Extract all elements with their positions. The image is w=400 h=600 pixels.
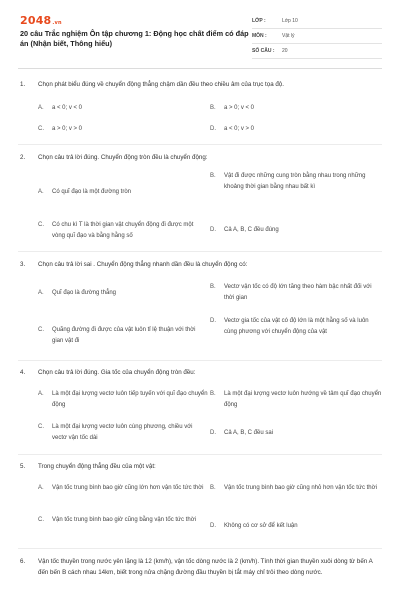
question-number: 3.	[20, 261, 26, 268]
option-b[interactable]	[210, 483, 382, 494]
option-text: Vectơ gia tốc của vật có độ lớn là một hằng số và luôn cùng phương với chuyển động của vật	[224, 318, 369, 335]
option-letter: D.	[210, 126, 216, 132]
question-5	[20, 461, 384, 529]
option-b[interactable]	[210, 389, 382, 410]
option-letter: B.	[210, 173, 216, 179]
meta-value: 20	[282, 48, 288, 54]
question-text: Chọn phát biểu đúng về chuyển động thẳng chậm dần đều theo chiều âm của trục tọa độ.	[38, 81, 284, 88]
option-a[interactable]	[38, 483, 208, 494]
option-c[interactable]	[38, 515, 208, 526]
question-text: Chọn câu trả lời sai . Chuyển động thẳng nhanh dần đều là chuyển động có:	[38, 261, 248, 268]
meta-row-class	[252, 14, 382, 29]
option-d[interactable]	[210, 316, 382, 337]
option-letter: B.	[210, 391, 216, 397]
question-number: 2.	[20, 154, 26, 161]
option-d[interactable]	[210, 428, 382, 439]
option-text: Cả A, B, C đều đúng	[224, 227, 279, 233]
option-text: Là một đại lượng vectơ luôn cùng phương, chiều với vectơ vận tốc dài	[52, 424, 193, 441]
meta-row-count	[252, 44, 382, 59]
option-text: Là một đại lượng vectơ luôn hướng về tâm quĩ đạo chuyển động	[224, 391, 382, 408]
option-letter: C.	[38, 424, 44, 430]
option-text: Là một đại lượng vectơ luôn tiếp tuyến với quĩ đạo chuyển động	[52, 391, 208, 408]
option-a[interactable]	[38, 389, 208, 410]
question-separator	[18, 548, 382, 549]
question-6	[20, 556, 384, 578]
option-letter: D.	[210, 523, 216, 529]
question-text: Chọn câu trả lời đúng. Gia tốc của chuyển động tròn đều:	[38, 369, 196, 376]
question-4	[20, 367, 384, 441]
option-text: Vận tốc trung bình bao giờ cũng nhỏ hơn vận tốc tức thời	[224, 485, 377, 491]
option-text: Vận tốc trung bình bao giờ cũng bằng vận tốc tức thời	[52, 517, 196, 523]
option-c[interactable]	[38, 220, 208, 241]
question-2	[20, 152, 384, 239]
option-c[interactable]	[38, 124, 198, 135]
option-letter: D.	[210, 430, 216, 436]
option-a[interactable]	[38, 103, 198, 114]
option-d[interactable]	[210, 124, 380, 135]
question-separator	[18, 144, 382, 145]
option-letter: C.	[38, 517, 44, 523]
option-b[interactable]	[210, 171, 382, 192]
option-text: a < 0; v > 0	[224, 126, 255, 132]
option-text: Không có cơ sở để kết luận	[224, 523, 298, 529]
option-text: Quãng đường đi được của vật luôn tỉ lệ thuận với thời gian vật đi	[52, 327, 196, 344]
option-d[interactable]	[210, 225, 382, 236]
meta-table	[252, 14, 382, 59]
option-text: Vận tốc trung bình bao giờ cũng lớn hơn vận tốc tức thời	[52, 485, 204, 491]
option-a[interactable]	[38, 187, 203, 198]
option-a[interactable]	[38, 288, 203, 299]
meta-value: Lớp 10	[282, 18, 298, 24]
question-text: Vận tốc thuyền trong nước yên lặng là 12 (km/h), vận tốc dòng nước là 2 (km/h). Tính thời gian thuyền xuôi dòng từ bến A đến bến B cách nhau 14km, biết trong nửa chặng đường đầu thuyền bị tắt máy chỉ trôi theo dòng nước.	[38, 558, 373, 576]
meta-key: SỐ CÂU :	[252, 48, 275, 54]
option-text: Vật đi được những cung tròn bằng nhau trong những khoảng thời gian bằng nhau bất kì	[224, 173, 366, 190]
meta-key: LỚP :	[252, 18, 266, 24]
option-text: Quĩ đạo là đường thẳng	[52, 290, 116, 296]
page-title: 20 câu Trắc nghiệm Ôn tập chương 1: Động học chất điểm có đáp án (Nhận biết, Thông hiểu)	[20, 29, 249, 48]
header-divider	[18, 68, 382, 69]
option-letter: C.	[38, 126, 44, 132]
option-letter: C.	[38, 327, 44, 333]
option-letter: C.	[38, 222, 44, 228]
option-letter: D.	[210, 227, 216, 233]
option-d[interactable]	[210, 521, 382, 532]
question-separator	[18, 454, 382, 455]
meta-key: MÔN :	[252, 33, 267, 39]
option-text: Vectơ vận tốc có độ lớn tăng theo hàm bậc nhất đối với thời gian	[224, 284, 372, 301]
option-letter: B.	[210, 284, 216, 290]
option-letter: B.	[210, 485, 216, 491]
logo-suffix: .vn	[52, 20, 62, 26]
page-header	[0, 0, 400, 66]
option-text: Có quĩ đạo là một đường tròn	[52, 189, 131, 195]
option-letter: D.	[210, 318, 216, 324]
option-text: Cả A, B, C đều sai	[224, 430, 274, 436]
option-c[interactable]	[38, 325, 208, 346]
question-number: 5.	[20, 463, 26, 470]
option-letter: A.	[38, 290, 44, 296]
option-letter: A.	[38, 391, 44, 397]
option-letter: A.	[38, 105, 44, 111]
logo-text: 2048	[20, 14, 52, 27]
question-number: 4.	[20, 369, 26, 376]
option-b[interactable]	[210, 103, 380, 114]
option-text: Có chu kì T là thời gian vật chuyển động đi được một vòng quĩ đạo và bằng hằng số	[52, 222, 194, 239]
question-text: Trong chuyển động thẳng đều của một vật:	[38, 463, 156, 470]
option-letter: A.	[38, 189, 44, 195]
question-3	[20, 259, 384, 344]
question-number: 1.	[20, 81, 26, 88]
option-letter: B.	[210, 105, 216, 111]
option-text: a < 0; v < 0	[52, 105, 83, 111]
meta-value: Vật lý	[282, 33, 295, 39]
option-text: a > 0; v < 0	[224, 105, 255, 111]
meta-row-subject	[252, 29, 382, 44]
option-c[interactable]	[38, 422, 208, 443]
option-letter: A.	[38, 485, 44, 491]
option-b[interactable]	[210, 282, 382, 303]
site-logo[interactable]	[20, 14, 62, 27]
question-number: 6.	[20, 558, 26, 565]
question-separator	[18, 251, 382, 252]
question-1	[20, 79, 384, 132]
option-text: a > 0; v > 0	[52, 126, 83, 132]
question-text: Chọn câu trả lời đúng. Chuyển động tròn đều là chuyển động:	[38, 154, 208, 161]
question-separator	[18, 360, 382, 361]
